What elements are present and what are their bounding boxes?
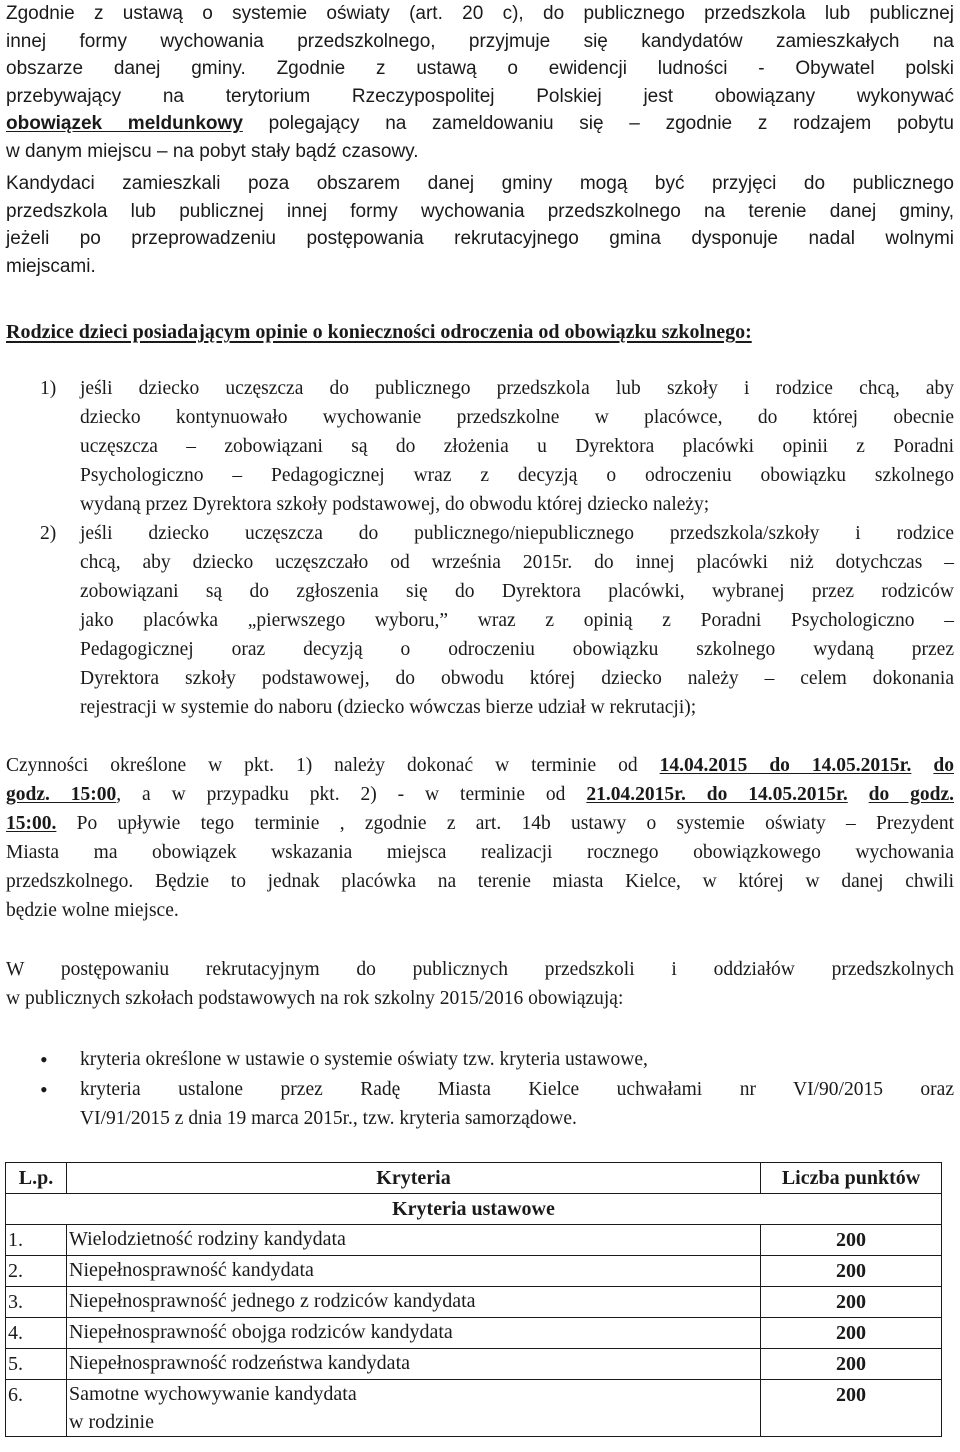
text-line: rejestracji w systemie do naboru (dziecko wówczas bierze udział w rekrutacji); [80, 697, 697, 718]
table-row [6, 1256, 942, 1287]
deadline-time-1b: godz. 15:00 [6, 784, 117, 805]
row-lp: 4. [6, 1318, 67, 1349]
criterion-line: w rodzinie [69, 1411, 154, 1433]
row-lp: 1. [6, 1225, 67, 1256]
row-criterion: Niepełnosprawność rodzeństwa kandydata [67, 1349, 761, 1380]
row-lp: 3. [6, 1287, 67, 1318]
table-row [6, 1225, 942, 1256]
text-line: Dyrektora szkoły podstawowej, do obwodu której dziecko należy – celem dokonania [80, 668, 954, 689]
section-label: Kryteria ustawowe [6, 1194, 942, 1225]
text-line: kryteria określone w ustawie o systemie oświaty tzw. kryteria ustawowe, [80, 1049, 648, 1070]
numbered-item-2 [6, 519, 954, 722]
text-line: chcą, aby dziecko uczęszczało od września 2015r. do innej placówki niż dotychczas – [80, 552, 954, 573]
paragraph-deadlines [6, 751, 954, 925]
row-criterion: Niepełnosprawność kandydata [67, 1256, 761, 1287]
text-line: kryteria ustalone przez Radę Miasta Kielce uchwałami nr VI/90/2015 oraz [80, 1079, 954, 1100]
bullet-icon: • [40, 1077, 48, 1102]
row-criterion: Niepełnosprawność obojga rodziców kandydata [67, 1318, 761, 1349]
deadline-dates-1: 14.04.2015 do 14.05.2015r. [659, 755, 912, 776]
bullet-item-1 [6, 1045, 954, 1074]
row-points: 200 [761, 1380, 942, 1437]
text-fragment: polegający na zameldowaniu się – zgodnie z rodzajem pobytu [242, 113, 955, 134]
text-line: obszarze danej gminy. Zgodnie z ustawą o ewidencji ludności - Obywatel polski [6, 58, 954, 79]
header-criteria: Kryteria [67, 1163, 761, 1194]
table-row [6, 1318, 942, 1349]
text-line: Miasta ma obowiązek wskazania miejsca realizacji rocznego obowiązkowego wychowania [6, 842, 954, 863]
text-line: przedszkola lub publicznej innej formy wychowania przedszkolnego na terenie danej gminy, [6, 200, 954, 222]
item-number: 1) [40, 378, 57, 399]
table-row [6, 1287, 942, 1318]
deadline-time-2: do godz. [868, 784, 954, 805]
row-points: 200 [761, 1349, 942, 1380]
text-line: Kandydaci zamieszkali poza obszarem danej gminy mogą być przyjęci do publicznego [6, 173, 954, 194]
criteria-table [5, 1162, 942, 1437]
row-lp: 6. [6, 1380, 67, 1437]
table-row [6, 1380, 942, 1437]
text-line: dziecko kontynuowało wychowanie przedszkolne w placówce, do której obecnie [80, 407, 954, 428]
text-line: Zgodnie z ustawą o systemie oświaty (art. 20 c), do publicznego przedszkola lub publicznej [6, 3, 954, 24]
text-line: miejscami. [6, 255, 96, 277]
deadline-dates-2: 21.04.2015r. do 14.05.2015r. [586, 784, 848, 805]
header-lp: L.p. [6, 1163, 67, 1194]
text-line: Pedagogicznej oraz decyzją o odroczeniu obowiązku szkolnego wydaną przez [80, 639, 954, 660]
paragraph-criteria-intro [6, 955, 954, 1013]
section-heading: Rodzice dzieci posiadającym opinie o konieczności odroczenia od obowiązku szkolnego: [6, 321, 752, 343]
text-line [6, 110, 954, 138]
numbered-item-1 [6, 374, 954, 519]
header-points: Liczba punktów [761, 1163, 942, 1194]
text-line: jeżeli po przeprowadzeniu postępowania rekrutacyjnego gmina dysponuje nadal wolnymi [6, 228, 954, 249]
row-points: 200 [761, 1256, 942, 1287]
text-line [6, 780, 954, 809]
row-points: 200 [761, 1225, 942, 1256]
deadline-time-2b: 15:00. [6, 813, 57, 834]
text-line: W postępowaniu rekrutacyjnym do publicznych przedszkoli i oddziałów przedszkolnych [6, 959, 954, 980]
table-section-row [6, 1194, 942, 1225]
row-lp: 2. [6, 1256, 67, 1287]
text-line [6, 809, 954, 838]
row-points: 200 [761, 1318, 942, 1349]
text-line: jeśli dziecko uczęszcza do publicznego/niepublicznego przedszkola/szkoły i rodzice [80, 523, 954, 544]
table-header-row [6, 1163, 942, 1194]
text-line: przedszkolnego. Będzie to jednak placówka na terenie miasta Kielce, w której w danej chwili [6, 871, 954, 892]
text-line: Psychologiczno – Pedagogicznej wraz z decyzją o odroczeniu obowiązku szkolnego [80, 465, 954, 486]
deadline-time-1: do [933, 755, 954, 776]
text-line: uczęszcza – zobowiązani są do złożenia u Dyrektora placówki opinii z Poradni [80, 436, 954, 457]
paragraph-residency [6, 0, 954, 165]
text-line [6, 751, 954, 780]
item-number: 2) [40, 523, 57, 544]
text-line: wydaną przez Dyrektora szkoły podstawowej, do obwodu której dziecko należy; [80, 494, 710, 515]
text-line: VI/91/2015 z dnia 19 marca 2015r., tzw. kryteria samorządowe. [80, 1108, 577, 1129]
text-fragment [848, 784, 869, 805]
row-criterion [67, 1380, 761, 1437]
row-lp: 5. [6, 1349, 67, 1380]
text-line: przebywający na terytorium Rzeczypospolitej Polskiej jest obowiązany wykonywać [6, 85, 954, 107]
text-line: jeśli dziecko uczęszcza do publicznego przedszkola lub szkoły i rodzice chcą, aby [80, 378, 954, 399]
criterion-line: Samotne wychowywanie kandydata [69, 1383, 357, 1405]
obligation-term: obowiązek meldunkowy [6, 113, 243, 134]
row-points: 200 [761, 1287, 942, 1318]
text-line: zobowiązani są do zgłoszenia się do Dyrektora placówki, wybranej przez rodziców [80, 581, 954, 602]
paragraph-nonresidents [6, 170, 954, 280]
bullet-icon: • [40, 1047, 48, 1072]
text-line: będzie wolne miejsce. [6, 900, 179, 921]
table-row [6, 1349, 942, 1380]
row-criterion: Wielodzietność rodziny kandydata [67, 1225, 761, 1256]
text-fragment [911, 755, 933, 776]
text-line: w publicznych szkołach podstawowych na rok szkolny 2015/2016 obowiązują: [6, 988, 624, 1009]
row-criterion: Niepełnosprawność jednego z rodziców kandydata [67, 1287, 761, 1318]
text-line: jako placówka „pierwszego wyboru,” wraz z opinią z Poradni Psychologiczno – [80, 610, 954, 631]
text-fragment: Czynności określone w pkt. 1) należy dokonać w terminie od [6, 755, 660, 776]
text-fragment: Po upływie tego terminie , zgodnie z art. 14b ustawy o systemie oświaty – Prezydent [56, 813, 954, 834]
bullet-item-2 [6, 1075, 954, 1133]
text-line: innej formy wychowania przedszkolnego, przyjmuje się kandydatów zamieszkałych na [6, 30, 954, 52]
text-line: w danym miejscu – na pobyt stały bądź czasowy. [6, 140, 419, 162]
text-fragment: , a w przypadku pkt. 2) - w terminie od [116, 784, 587, 805]
